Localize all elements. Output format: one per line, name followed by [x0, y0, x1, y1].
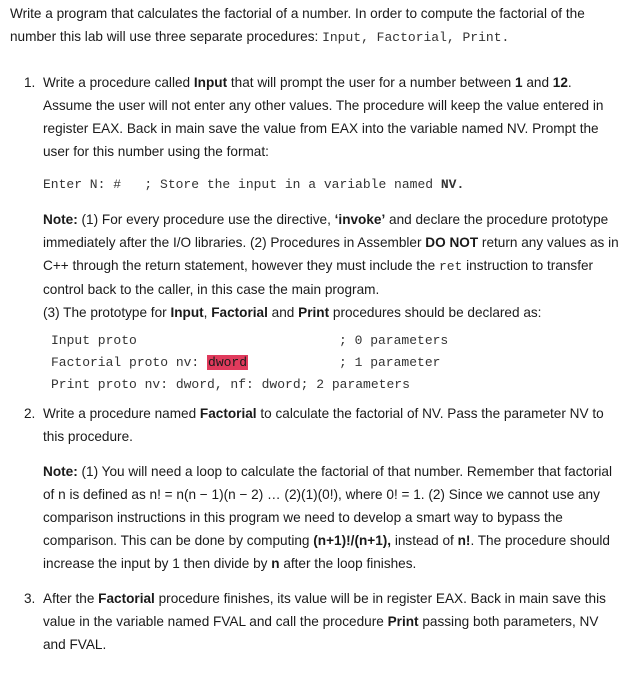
item3-text-c: procedure finishes, its value will be in register EAX. Back in main save this value in the variable named FVAL and call the procedure [43, 591, 606, 629]
item2-note-label: Note: [43, 464, 78, 479]
item1-text-g: . Assume the user will not enter any other values. The procedure will keep the value entered in register EAX. Back in main save the value from EAX into the variable named NV. Prompt the user for this number using the format: [43, 75, 604, 159]
item3-text-e: passing both parameters, NV and FVAL. [43, 614, 599, 652]
intro-procedures-code: Input, Factorial, Print. [322, 30, 510, 45]
note-text-h: procedures should be declared as: [329, 305, 542, 320]
prompt-code-var: NV. [440, 177, 465, 192]
item1-note [43, 208, 623, 324]
proto-factorial-left [51, 352, 339, 374]
intro-paragraph [10, 2, 623, 49]
proto-print-right: 2 parameters [308, 377, 410, 392]
item2-paragraph [43, 402, 623, 448]
intro-text: Write a program that calculates the factorial of a number. In order to compute the factorial of the number this lab will use three separate procedures: [10, 6, 585, 44]
item2-note-nfact: n! [457, 533, 471, 548]
item2-text-a: Write a procedure named [43, 406, 200, 421]
note-text-e: (3) The prototype for [43, 305, 171, 320]
proto-factorial-left-text: Factorial proto nv: [51, 355, 208, 370]
note-print: Print [298, 305, 330, 320]
item1-bold-1: 1 [514, 75, 523, 90]
prompt-code-text: Enter N: # ; Store the input in a variable named [43, 177, 441, 192]
proto-input-right: ; 0 parameters [339, 333, 449, 348]
item1-paragraph [43, 71, 623, 163]
proto-print-left: Print proto nv: dword, nf: dword; [51, 377, 309, 392]
item3-paragraph [43, 587, 623, 656]
item1-bold-12: 12 [552, 75, 568, 90]
item2-note-text-d: after the loop finishes. [279, 556, 417, 571]
item2-note-text-b: instead of [391, 533, 458, 548]
item3-bold-print: Print [387, 614, 419, 629]
item1-text-e: and [522, 75, 553, 90]
prompt-format-code [43, 174, 623, 196]
item2-note [43, 460, 623, 575]
proto-row-factorial [51, 352, 623, 374]
item2-note-formula: (n+1)!/(n+1), [313, 533, 392, 548]
list-item-1 [10, 71, 623, 396]
item2-note-n: n [271, 556, 280, 571]
proto-row-input [51, 330, 623, 352]
note-ret-code: ret [438, 259, 463, 274]
note-do-not: DO NOT [425, 235, 479, 250]
proto-input-left: Input proto [51, 333, 137, 348]
list-number-2: 2. [24, 406, 36, 421]
proto-highlight-dword: dword [208, 355, 248, 370]
note-factorial: Factorial [211, 305, 268, 320]
item2-note-text-c: . The procedure should increase the input by 1 then divide by [43, 533, 610, 571]
note-text-f: , [203, 305, 212, 320]
item1-text-c: that will prompt the user for a number between [227, 75, 515, 90]
proto-factorial-right: ; 1 parameter [339, 355, 441, 370]
item2-note-text-a: (1) You will need a loop to calculate the factorial of that number. Remember that factorial of n is defined as n! = n(n − 1)(n − 2) … (2)(1)(0!), where 0! = 1. (2) Since we cannot use any comparison instructions in this program we need to develop a smart way to bypass the comparison. This can be done by computing [43, 464, 612, 548]
note-text-c: return any values as in C++ through the return statement, however they must include the [43, 235, 619, 273]
list-number-3: 3. [24, 591, 36, 606]
note-text-g: and [267, 305, 299, 320]
note-label: Note: [43, 212, 78, 227]
proto-row-print [51, 374, 623, 396]
item1-text-a: Write a procedure called [43, 75, 194, 90]
note-invoke: ‘invoke’ [334, 212, 386, 227]
note-text-d: instruction to transfer control back to the caller, in this case the main program. [43, 258, 594, 297]
prototype-code-block [51, 330, 623, 396]
item3-text-a: After the [43, 591, 99, 606]
list-number-1: 1. [24, 75, 36, 90]
note-text-a: (1) For every procedure use the directive, [77, 212, 335, 227]
note-text-b: and declare the procedure prototype immediately after the I/O libraries. (2) Procedures in Assembler [43, 212, 609, 250]
list-item-3 [10, 587, 623, 656]
list-item-2 [10, 402, 623, 575]
item2-text-c: to calculate the factorial of NV. Pass the parameter NV to this procedure. [43, 406, 604, 444]
item3-bold-factorial: Factorial [98, 591, 155, 606]
note-input: Input [170, 305, 204, 320]
item2-bold-factorial: Factorial [199, 406, 257, 421]
item1-bold-input: Input [193, 75, 228, 90]
